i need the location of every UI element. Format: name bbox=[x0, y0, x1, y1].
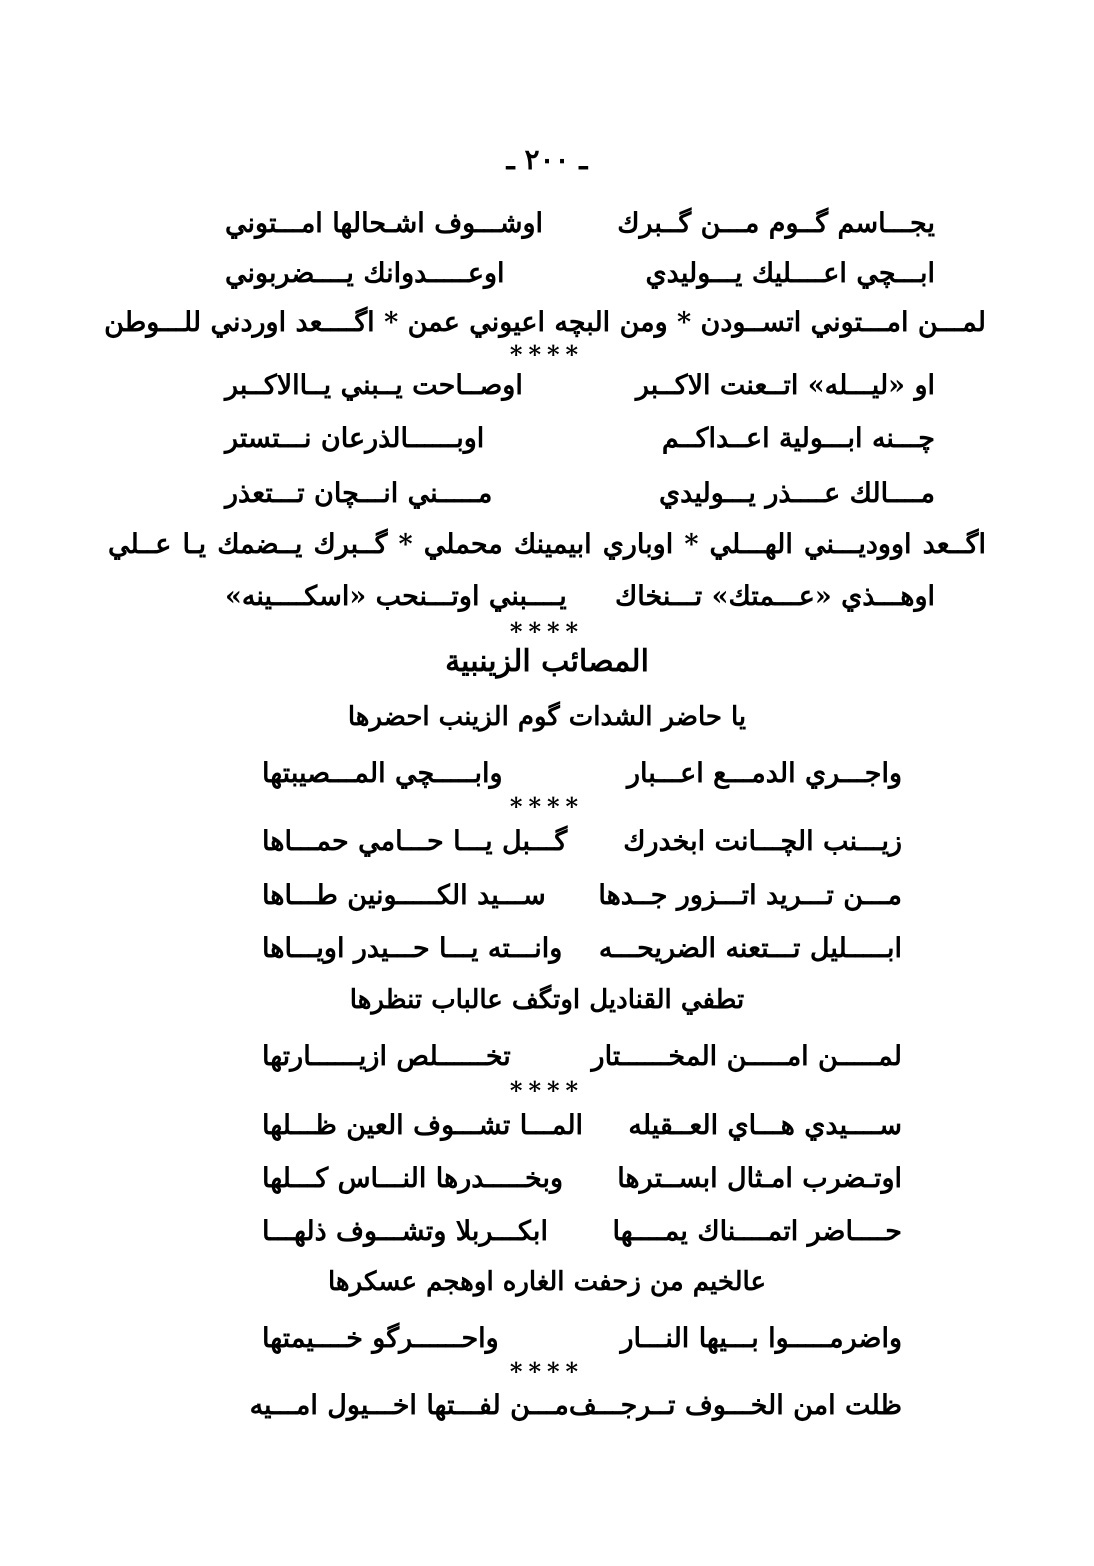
verse-right-hemistich: واجـــري الدمـــع اعـــبار bbox=[626, 757, 902, 789]
verse-right-hemistich: مـــن تـــريد اتـــزور جــدها bbox=[598, 879, 902, 911]
verse-right-hemistich: اوهـــذي «عـــمتك» تـــنخاك bbox=[614, 580, 935, 612]
verse-left-hemistich: المـــا تشـــوف العين ظـــلها bbox=[262, 1109, 584, 1141]
verse-couplet bbox=[262, 1315, 902, 1361]
verse-right-hemistich: يجـــاسم گــوم مـــن گــبرك bbox=[617, 207, 935, 239]
verse-right-hemistich: چـــنه ابـــولية اعــداكــم bbox=[661, 422, 935, 454]
verse-left-hemistich: تخــــــلص ازيــــــارتها bbox=[262, 1040, 511, 1072]
verse-couplet bbox=[262, 750, 902, 796]
verse-right-hemistich: زيـــنب الچـــانت ابخدرك bbox=[623, 825, 902, 857]
verse-right-hemistich: ســــيدي هـــاي العــقيله bbox=[628, 1109, 902, 1141]
verse-couplet bbox=[225, 250, 935, 296]
verse-left-hemistich: ســـيد الكـــــونين طـــاها bbox=[262, 879, 546, 911]
verse-left-hemistich: اوصــاحت يــبني يــاالاكــبر bbox=[225, 369, 523, 401]
refrain-line: عالخيم من زحفت الغاره اوهجم عسكرها bbox=[328, 1267, 766, 1297]
refrain-line: تطفي القناديل اوتگف عالباب تنظرها bbox=[349, 985, 745, 1015]
verse-couplet bbox=[225, 200, 935, 246]
stars-separator: **** bbox=[509, 1076, 585, 1105]
verse-full-line: لمـــن امـــتوني اتســودن * ومن البچه اعيوني عمن * اگــــعد اوردني للـــوطن bbox=[104, 307, 986, 338]
verse-couplet bbox=[225, 362, 935, 408]
verse-left-hemistich: اوبــــــالذرعان نـــتستر bbox=[225, 422, 485, 454]
verse-couplet bbox=[262, 1033, 902, 1079]
stars-separator: **** bbox=[509, 340, 585, 369]
verse-left-hemistich: واحــــــرگو خــــيمتها bbox=[262, 1322, 499, 1354]
verse-right-hemistich: ابـــچي اعــــليك يـــوليدي bbox=[645, 257, 935, 289]
verse-right-hemistich: ظلت امن الخـــوف تــرجـــف bbox=[568, 1389, 902, 1421]
verse-right-hemistich: حــــاضر اتمــــناك يمــــها bbox=[612, 1215, 902, 1247]
stars-separator: **** bbox=[509, 792, 585, 821]
verse-left-hemistich: اوشـــوف اشـحالها امـــتوني bbox=[225, 207, 544, 239]
stars-separator: **** bbox=[509, 1357, 585, 1386]
verse-left-hemistich: مـــن لفـــتها اخـــيول امـــيه bbox=[249, 1389, 569, 1421]
verse-right-hemistich: او «ليـــله» اتــعنت الاكــبر bbox=[635, 369, 935, 401]
verse-left-hemistich: وبخـــــدرها النـــاس كـــلها bbox=[262, 1162, 563, 1194]
verse-couplet bbox=[262, 1155, 902, 1201]
verse-left-hemistich: وابـــــچي المـــصيبتها bbox=[262, 757, 503, 789]
verse-couplet bbox=[249, 1382, 902, 1428]
verse-left-hemistich: يــــبني اوتـــنحب «اسكــــينه» bbox=[225, 580, 567, 612]
stars-separator: **** bbox=[509, 617, 585, 646]
verse-right-hemistich: واضرمـــــوا بـــيها النـــار bbox=[620, 1322, 902, 1354]
verse-couplet bbox=[225, 470, 935, 516]
verse-right-hemistich: لمـــــن امـــــن المخــــــتار bbox=[591, 1040, 902, 1072]
verse-left-hemistich: اوعـــــدوانك يــــضربوني bbox=[225, 257, 505, 289]
verse-couplet bbox=[262, 1102, 902, 1148]
verse-couplet bbox=[225, 415, 935, 461]
verse-couplet bbox=[262, 818, 902, 864]
verse-couplet bbox=[262, 925, 902, 971]
verse-couplet bbox=[262, 872, 902, 918]
verse-left-hemistich: گـــبل يـــا حـــامي حمـــاها bbox=[262, 825, 568, 857]
page-number: ـ ٢٠٠ ـ bbox=[506, 143, 588, 176]
verse-full-line: اگــعد اووديـــني الهـــلي * اوباري ابيمينك محملي * گــبرك يــضمك يـا عــلي bbox=[108, 529, 986, 560]
verse-right-hemistich: مــــالك عــــذر يـــوليدي bbox=[659, 477, 935, 509]
refrain-line: يا حاضر الشدات گوم الزينب احضرها bbox=[347, 702, 747, 732]
verse-left-hemistich: وانـــته يـــا حـــيدر اويـــاها bbox=[262, 932, 563, 964]
verse-left-hemistich: ابكـــربلا وتشـــوف ذلهـــا bbox=[262, 1215, 548, 1247]
verse-right-hemistich: اوتـضرب امـثال ابســترها bbox=[617, 1162, 902, 1194]
section-title: المصائب الزينبية bbox=[445, 644, 649, 679]
verse-left-hemistich: مـــــني انـــچان تـــتعذر bbox=[225, 477, 493, 509]
verse-couplet bbox=[262, 1208, 902, 1254]
verse-couplet bbox=[225, 573, 935, 619]
verse-right-hemistich: ابـــــليل تـــتعنه الضريحـــه bbox=[598, 932, 902, 964]
